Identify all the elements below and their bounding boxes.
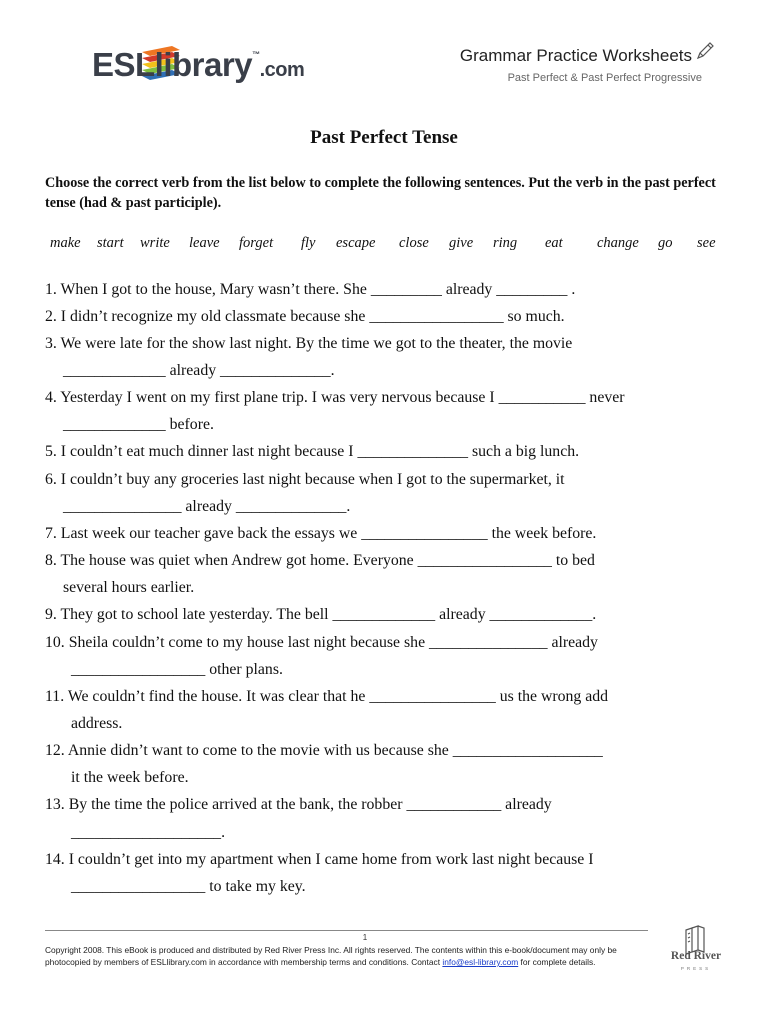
exercise-line: 10. Sheila couldn’t come to my house last night because she _______________ already (45, 634, 598, 651)
exercise-line: 3. We were late for the show last night. By the time we got to the theater, the movie (45, 335, 573, 352)
exercise-line: _________________ to take my key. (71, 878, 306, 895)
word-bank-item: write (140, 235, 170, 251)
publisher-logo-text (664, 951, 728, 962)
contact-email-link[interactable]: info@esl-library.com (442, 957, 519, 967)
exercise-line: 1. When I got to the house, Mary wasn’t there. She _________ already _________ . (45, 281, 576, 298)
exercise-line: ___________________. (71, 824, 226, 841)
exercise-line: 14. I couldn’t get into my apartment when I came home from work last night because I (45, 851, 594, 868)
instructions: Choose the correct verb from the list below to complete the following sentences. Put the verb in the past perfect tense (had & past participle). (45, 175, 716, 211)
exercise-line: 2. I didn’t recognize my old classmate because she _________________ so much. (45, 308, 565, 325)
publisher-name-1: Red (670, 950, 691, 962)
word-bank-item: see (697, 235, 716, 251)
publisher-subtitle: PRESS (680, 966, 712, 971)
logo-main: ESLlibrary (92, 46, 253, 83)
exercise-line: 8. The house was quiet when Andrew got home. Everyone _________________ to bed (45, 552, 595, 569)
exercise-line: _______________ already ______________. (63, 498, 351, 515)
exercise-line: 5. I couldn’t eat much dinner last night because I ______________ such a big lunch. (45, 443, 580, 460)
exercise-line: 7. Last week our teacher gave back the essays we ________________ the week before. (45, 525, 597, 542)
page-number: 1 (362, 933, 368, 942)
copyright-line-2-end: for complete details. (518, 957, 596, 967)
header-title: Grammar Practice Worksheets (459, 46, 692, 65)
copyright-line-1: Copyright 2008. This eBook is produced and distributed by Red River Press Inc. All rights reserved. The contents within this e-book/document may only be (45, 945, 617, 955)
word-bank-item: fly (301, 235, 316, 251)
copyright-line-2-text: photocopied by members of ESLlibrary.com in accordance with membership terms and conditions. Contact (45, 957, 443, 967)
word-bank-item: forget (239, 235, 274, 251)
exercise-line: address. (71, 715, 123, 732)
word-bank-item: make (50, 235, 81, 251)
word-bank-item: close (399, 235, 429, 251)
word-bank-item: ring (493, 235, 518, 251)
exercise-line: several hours earlier. (63, 579, 195, 596)
word-bank-item: escape (336, 235, 376, 251)
word-bank-item: leave (189, 235, 220, 251)
header-subtitle: Past Perfect & Past Perfect Progressive (507, 72, 702, 84)
word-bank-item: eat (545, 235, 563, 251)
exercise-line: 4. Yesterday I went on my first plane trip. I was very nervous because I ___________ never (45, 389, 625, 406)
logo-wordmark (92, 46, 304, 84)
page-title: Past Perfect Tense (310, 127, 458, 148)
pencil-icon (694, 40, 716, 62)
word-bank-item: change (597, 235, 639, 251)
word-bank-item: go (658, 235, 673, 251)
exercise-line: _____________ before. (63, 416, 214, 433)
exercise-line: 12. Annie didn’t want to come to the movie with us because she ___________________ (45, 742, 603, 759)
copyright-notice (45, 944, 660, 968)
exercise-line: 13. By the time the police arrived at the bank, the robber ____________ already (45, 796, 552, 813)
exercise-line: 9. They got to school late yesterday. The bell _____________ already _____________. (45, 606, 597, 623)
exercise-line: 11. We couldn’t find the house. It was clear that he ________________ us the wrong add (45, 688, 609, 705)
publisher-name-2: River (693, 950, 722, 962)
logo-trademark: ™ (252, 50, 260, 59)
footer-divider (45, 930, 648, 931)
exercise-line: 6. I couldn’t buy any groceries last night because when I got to the supermarket, it (45, 471, 565, 488)
exercise-line: _____________ already ______________. (63, 362, 335, 379)
logo-suffix: .com (259, 59, 305, 81)
copyright-line-2 (45, 956, 660, 968)
word-bank-item: start (97, 235, 124, 251)
word-bank-item: give (449, 235, 474, 251)
exercise-line: _________________ other plans. (71, 661, 283, 678)
exercise-line: it the week before. (71, 769, 189, 786)
